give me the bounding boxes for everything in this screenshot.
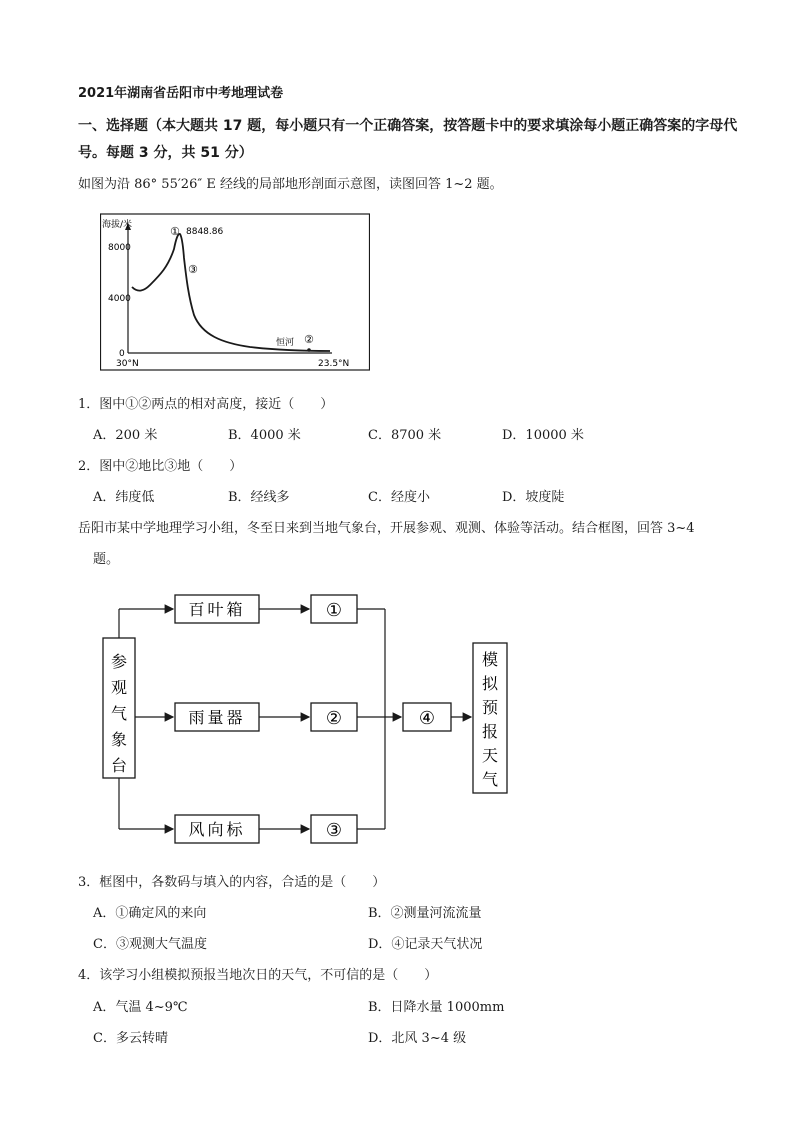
q1-option-a[interactable]: A．200 米: [93, 428, 158, 443]
box-forecast-char-5: 天: [481, 746, 499, 765]
q3-stem: 3．框图中，各数码与填入的内容，合适的是（ ）: [78, 875, 386, 890]
q2-stem: 2．图中②地比③地（ ）: [78, 459, 243, 474]
box-forecast-char-4: 报: [481, 722, 499, 741]
box-louver-screen-label: 百叶箱: [188, 600, 246, 619]
intro-questions-1-2: 如图为沿 86° 55′26″ E 经线的局部地形剖面示意图，读图回答 1~2 题。: [78, 177, 503, 192]
y-tick-4000: 4000: [108, 294, 131, 304]
section-heading-line1: 一、选择题（本大题共 17 题，每小题只有一个正确答案，按答题卡中的要求填涂每小题正确答案的字母代: [78, 118, 738, 134]
q2-option-d[interactable]: D．坡度陡: [502, 490, 565, 505]
marker-3: ③: [188, 263, 198, 276]
q2-option-b[interactable]: B．经线多: [228, 490, 290, 505]
q4-option-d[interactable]: D．北风 3~4 级: [368, 1031, 467, 1046]
river-point: [307, 348, 311, 352]
q4-option-b[interactable]: B．日降水量 1000mm: [368, 1000, 505, 1015]
q3-option-b[interactable]: B．②测量河流流量: [368, 906, 482, 921]
section-heading: [78, 113, 738, 167]
intro-questions-3-4-line1: 岳阳市某中学地理学习小组，冬至日来到当地气象台，开展参观、观测、体验等活动。结合框图，回答 3~4: [78, 521, 695, 536]
q2-option-c[interactable]: C．经度小: [368, 490, 430, 505]
terrain-profile-figure: [100, 213, 370, 371]
x-right-label: 23.5°N: [318, 359, 350, 369]
q4-option-a[interactable]: A．气温 4~9℃: [93, 1000, 188, 1015]
box-visit-char-3: 气: [110, 704, 128, 723]
intro-questions-3-4-line2: 题。: [93, 552, 120, 567]
terrain-profile-line: [132, 234, 330, 351]
peak-elevation-label: 8848.86: [186, 227, 224, 237]
q1-stem: 1．图中①②两点的相对高度，接近（ ）: [78, 397, 334, 412]
flowchart-svg: [95, 583, 525, 853]
q4-stem: 4．该学习小组模拟预报当地次日的天气，不可信的是（ ）: [78, 968, 438, 983]
box-wind-vane-label: 风向标: [188, 820, 246, 839]
x-left-label: 30°N: [116, 359, 139, 369]
q2-option-a[interactable]: A．纬度低: [93, 490, 155, 505]
marker-1: ①: [170, 225, 180, 238]
q1-option-d[interactable]: D．10000 米: [502, 428, 584, 443]
box-visit-char-5: 台: [110, 756, 128, 775]
y-tick-0: 0: [119, 349, 125, 359]
q3-option-c[interactable]: C．③观测大气温度: [93, 937, 207, 952]
box-rain-gauge-label: 雨量器: [188, 708, 246, 727]
blank-1-label: ①: [325, 600, 343, 621]
paper-title: 2021年湖南省岳阳市中考地理试卷: [78, 86, 284, 101]
marker-2: ②: [304, 333, 314, 346]
section-heading-line2: 号。每题 3 分，共 51 分）: [78, 145, 253, 161]
box-forecast-char-6: 气: [481, 770, 499, 789]
blank-3-label: ③: [325, 820, 343, 841]
box-forecast-char-3: 预: [481, 698, 499, 717]
blank-2-label: ②: [325, 708, 343, 729]
y-axis-label: 海拔/米: [102, 220, 133, 230]
terrain-profile-svg: [100, 213, 370, 371]
box-visit-char-4: 象: [110, 730, 128, 749]
q4-option-c[interactable]: C．多云转晴: [93, 1031, 168, 1046]
q1-option-b[interactable]: B．4000 米: [228, 428, 301, 443]
y-tick-8000: 8000: [108, 243, 131, 253]
q3-option-a[interactable]: A．①确定风的来向: [93, 906, 207, 921]
box-visit-char-1: 参: [110, 652, 128, 671]
figure-frame: [101, 214, 370, 370]
blank-4-label: ④: [418, 708, 436, 729]
box-forecast-char-2: 拟: [481, 674, 499, 693]
q1-option-c[interactable]: C．8700 米: [368, 428, 442, 443]
river-label: 恒河: [276, 338, 295, 348]
weather-station-flowchart: [95, 583, 525, 853]
box-visit-char-2: 观: [110, 678, 128, 697]
q3-option-d[interactable]: D．④记录天气状况: [368, 937, 483, 952]
box-forecast-char-1: 模: [481, 650, 499, 669]
